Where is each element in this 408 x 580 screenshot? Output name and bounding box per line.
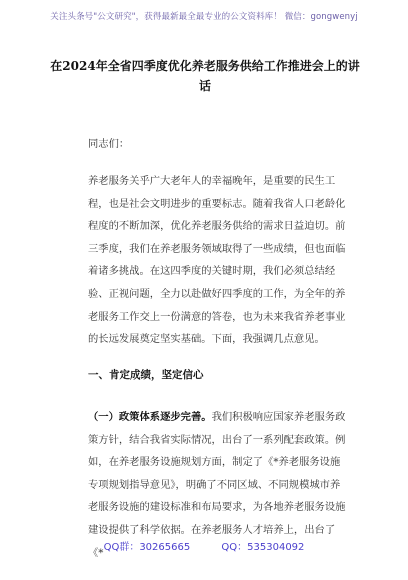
document-title: 在2024年全省四季度优化养老服务供给工作推进会上的讲话	[50, 59, 360, 93]
paragraph-intro-text: 养老服务关乎广大老年人的幸福晚年，是重要的民生工程，也是社会文明进步的重要标志。随着我省人口老龄化程度的不断加深，优化养老服务供给的需求日益迫切。前三季度，我们在养老服务领域取得了一些成绩，但也面临着诸多挑战。在这四季度的关键时期，我们必须总结经验、正视问题，全力以赴做好四季度的工作，为全年的养老服务工作交上一份满意的答卷，也为未来我省养老事业的长远发展奠定坚实基础。下面，我强调几点意见。	[88, 175, 346, 346]
footer-qq: QQ：535304092	[221, 542, 305, 553]
paragraph-policy-text: 我们积极响应国家养老服务政策方针，结合我省实际情况，出台了一系列配套政策。例如，在养老服务设施规划方面，制定了《*养老服务设施专项规划指导意见》，明确了不同区域、不同规模城市养老服务设施的建设标准和布局要求，为各地养老服务设施建设提供了科学依据。在养老服务人才培养上，出台了《*	[88, 411, 346, 559]
footer-banner	[0, 538, 408, 553]
footer-qq-group: QQ群：30265665	[103, 542, 191, 553]
section-heading-1: 一、肯定成绩，坚定信心	[88, 369, 204, 381]
header-banner: 关注头条号"公文研究"，获得最新最全最专业的公文资料库！ 微信：gongwenyj	[50, 12, 358, 22]
salutation: 同志们：	[88, 138, 130, 150]
paragraph-policy-lead: （一）政策体系逐步完善。	[88, 411, 212, 423]
paragraph-intro	[88, 170, 350, 351]
